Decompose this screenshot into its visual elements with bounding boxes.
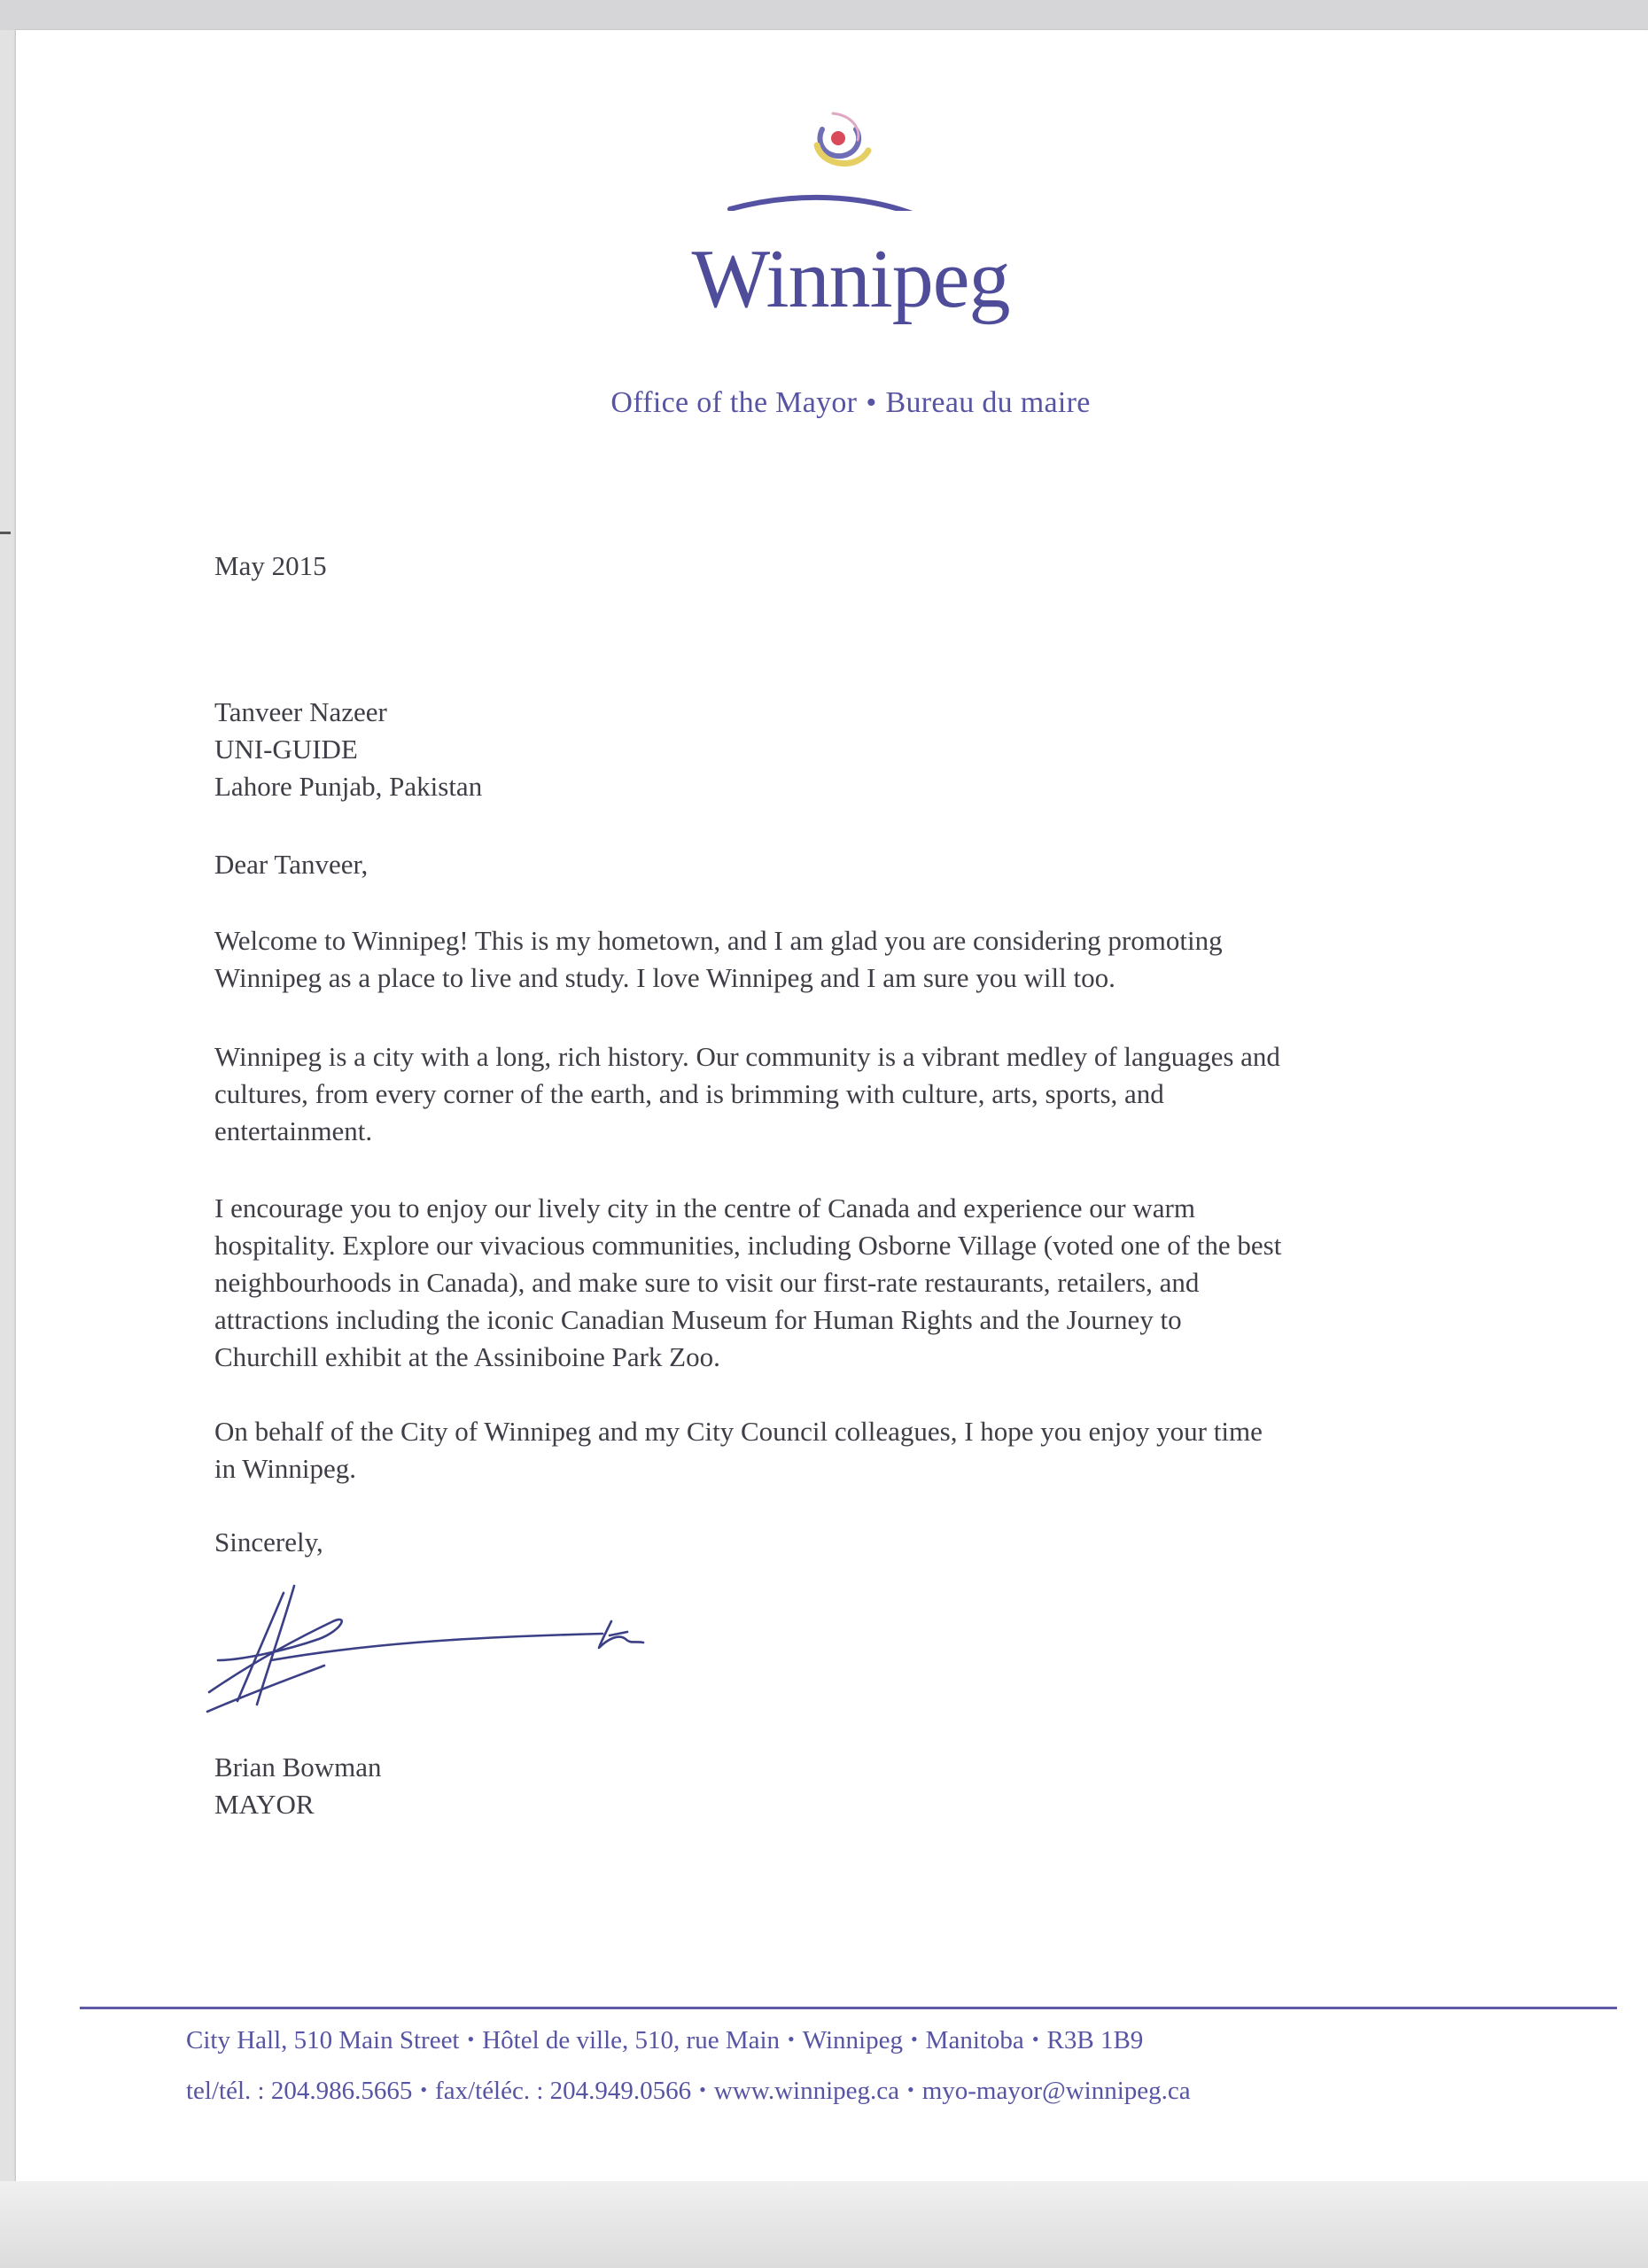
signer-name: Brian Bowman	[214, 1751, 382, 1783]
winnipeg-logo-icon	[718, 105, 948, 211]
address-english: City Hall, 510 Main Street	[186, 2026, 460, 2054]
separator-dot: •	[910, 2028, 918, 2050]
address-french: Hôtel de ville, 510, rue Main	[482, 2026, 781, 2054]
paragraph-line: neighbourhoods in Canada), and make sure to visit our first-rate restaurants, retailers, and	[214, 1267, 1200, 1298]
signer-block	[214, 1749, 382, 1823]
separator-dot: •	[788, 2028, 795, 2050]
signer-title: MAYOR	[214, 1789, 315, 1820]
separator-dot: •	[907, 2078, 914, 2101]
paragraph-welcome	[214, 922, 1223, 997]
paragraph-line: I encourage you to enjoy our lively city in the centre of Canada and experience our warm	[214, 1192, 1195, 1223]
paragraph-line: Winnipeg as a place to live and study. I love Winnipeg and I am sure you will too.	[214, 962, 1116, 993]
paragraph-line: entertainment.	[214, 1115, 373, 1146]
office-heading	[496, 386, 1205, 420]
paragraph-closing	[214, 1413, 1263, 1487]
scan-bottom-edge	[0, 2181, 1648, 2268]
paragraph-line: Winnipeg is a city with a long, rich history. Our community is a vibrant medley of languages and	[214, 1041, 1280, 1072]
paragraph-line: in Winnipeg.	[214, 1453, 357, 1484]
paragraph-line: Welcome to Winnipeg! This is my hometown, and I am glad you are considering promoting	[214, 925, 1223, 956]
winnipeg-wordmark: Winnipeg	[691, 233, 1010, 325]
footer-website-link[interactable]: www.winnipeg.ca	[713, 2077, 899, 2105]
paragraph-line: attractions including the iconic Canadian Museum for Human Rights and the Journey to	[214, 1304, 1182, 1335]
separator-dot: •	[420, 2078, 428, 2101]
separator-dot: •	[1031, 2028, 1039, 2050]
footer-contact	[186, 2077, 1515, 2106]
footer-divider	[80, 2007, 1617, 2009]
salutation: Dear Tanveer,	[214, 849, 369, 880]
footer-phone: tel/tél. : 204.986.5665	[186, 2077, 413, 2105]
paragraph-line: hospitality. Explore our vivacious communities, including Osborne Village (voted one of the best	[214, 1230, 1282, 1261]
recipient-block	[214, 694, 482, 805]
scan-top-edge	[0, 0, 1648, 30]
handwritten-signature	[186, 1577, 682, 1719]
recipient-name: Tanveer Nazeer	[214, 696, 387, 727]
recipient-organization: UNI-GUIDE	[214, 734, 358, 765]
footer-postal-code: R3B 1B9	[1046, 2026, 1144, 2054]
footer-address	[186, 2026, 1515, 2055]
paragraph-line: Churchill exhibit at the Assiniboine Park Zoo.	[214, 1341, 720, 1372]
footer-email-link[interactable]: myo-mayor@winnipeg.ca	[921, 2077, 1191, 2105]
separator-dot: •	[866, 386, 877, 419]
paragraph-line: cultures, from every corner of the earth, and is brimming with culture, arts, sports, and	[214, 1078, 1164, 1109]
paragraph-line: On behalf of the City of Winnipeg and my City Council colleagues, I hope you enjoy your time	[214, 1416, 1263, 1447]
paragraph-attractions	[214, 1190, 1281, 1376]
footer-city: Winnipeg	[802, 2026, 903, 2054]
scan-edge-mark	[0, 532, 11, 534]
footer-province: Manitoba	[925, 2026, 1024, 2054]
footer-fax: fax/téléc. : 204.949.0566	[435, 2077, 692, 2105]
office-french: Bureau du maire	[885, 386, 1091, 419]
letter-date: May 2015	[214, 550, 327, 581]
closing: Sincerely,	[214, 1526, 323, 1557]
separator-dot: •	[467, 2028, 475, 2050]
office-english: Office of the Mayor	[610, 386, 858, 419]
recipient-location: Lahore Punjab, Pakistan	[214, 771, 483, 802]
paragraph-history	[214, 1038, 1280, 1150]
separator-dot: •	[699, 2078, 706, 2101]
